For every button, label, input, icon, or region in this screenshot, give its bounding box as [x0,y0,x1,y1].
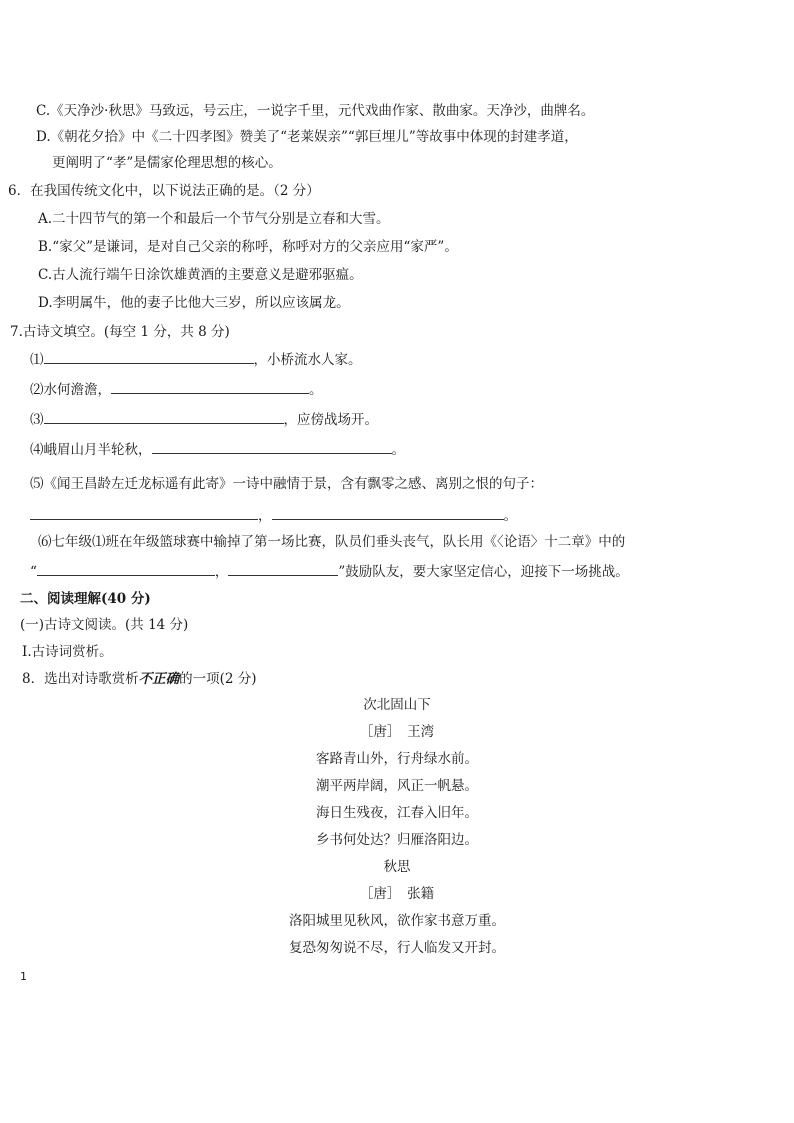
q7-stem: 7.古诗文填空。(每空 1 分，共 8 分) [10,324,230,340]
q8-text: 8．选出对诗歌赏析 [22,671,139,687]
item-number: ⑴ [30,352,44,368]
item-text: 。 [309,382,323,398]
q6-option-d: D.李明属牛，他的妻子比他大三岁，所以应该属龙。 [38,295,350,311]
q7-item1 [30,350,362,370]
poem1-line: 乡书何处达？归雁洛阳边。 [316,832,478,848]
section2-sub1: (一)古诗文阅读。(共 14 分) [20,617,189,633]
answer-blank[interactable] [44,410,284,424]
item-end: 。 [503,508,517,524]
q7-item6-answers [30,562,629,582]
item-text: ⑷峨眉山月半轮秋， [30,442,152,458]
q8-stem [22,669,257,689]
q5-option-d-line1: D.《朝花夕拾》中《二十四孝图》赞美了“老莱娱亲”“郭巨埋儿”等故事中体现的封建孝道， [36,129,578,145]
answer-blank[interactable] [111,380,309,394]
q6-option-b: B.“家父”是谦词，是对自己父亲的称呼，称呼对方的父亲应用“家严”。 [38,239,458,255]
poem2-author: ［唐］ 张籍 [359,886,435,902]
separator: ， [258,508,272,524]
q8-emphasis: 不正确 [138,671,180,687]
close-quote-text: ”鼓励队友，要大家坚定信心，迎接下一场挑战。 [338,564,629,580]
section2-sub1-part: I.古诗词赏析。 [22,644,113,660]
separator: ， [214,564,229,580]
q6-option-c: C.古人流行端午日涂饮雄黄酒的主要意义是避邪驱瘟。 [38,267,363,283]
poem1-line: 潮平两岸阔，风正一帆悬。 [316,778,478,794]
poem1-author: ［唐］ 王湾 [359,724,435,740]
q7-item6-prompt: ⑹七年级⑴班在年级篮球赛中输掉了第一场比赛，队员们垂头丧气，队长用《〈论语〉十二章》中的 [38,534,626,550]
q5-option-c: C.《天净沙·秋思》马致远，号云庄，一说字千里，元代戏曲作家、散曲家。天净沙，曲牌名。 [36,103,595,119]
q7-item5-prompt: ⑸《闻王昌龄左迁龙标遥有此寄》一诗中融情于景，含有飘零之感、离别之恨的句子： [30,476,543,492]
q5-option-d-line2: 更阐明了“孝”是儒家伦理思想的核心。 [52,155,282,171]
poem2-line: 复恐匆匆说不尽，行人临发又开封。 [289,940,505,956]
item-text: ，应傍战场开。 [283,412,378,428]
answer-blank[interactable] [37,562,215,576]
item-number: ⑶ [30,412,44,428]
answer-blank[interactable] [30,506,258,520]
q7-item5-answers [30,506,517,526]
item-text: ，小桥流水人家。 [253,352,362,368]
answer-blank[interactable] [44,350,254,364]
open-quote: “ [30,564,37,580]
q7-item3 [30,410,378,430]
page-number: 1 [20,970,27,983]
poem1-line: 客路青山外，行舟绿水前。 [316,751,478,767]
answer-blank[interactable] [272,506,504,520]
q7-item2 [30,380,323,400]
answer-blank[interactable] [228,562,338,576]
poem2-title: 秋思 [383,859,411,875]
q6-stem: 6．在我国传统文化中，以下说法正确的是。（2 分） [8,183,320,199]
answer-blank[interactable] [152,440,392,454]
item-text: 。 [391,442,405,458]
q7-item4 [30,440,405,460]
poem1-title: 次北固山下 [363,697,431,713]
poem1-line: 海日生残夜，江春入旧年。 [316,805,478,821]
section2-title: 二、阅读理解(40 分) [20,591,151,607]
q8-text: 的一项(2 分) [179,671,257,687]
poem2-line: 洛阳城里见秋风，欲作家书意万重。 [289,913,505,929]
q6-option-a: A.二十四节气的第一个和最后一个节气分别是立春和大雪。 [38,211,390,227]
item-text: ⑵水何澹澹， [30,382,111,398]
